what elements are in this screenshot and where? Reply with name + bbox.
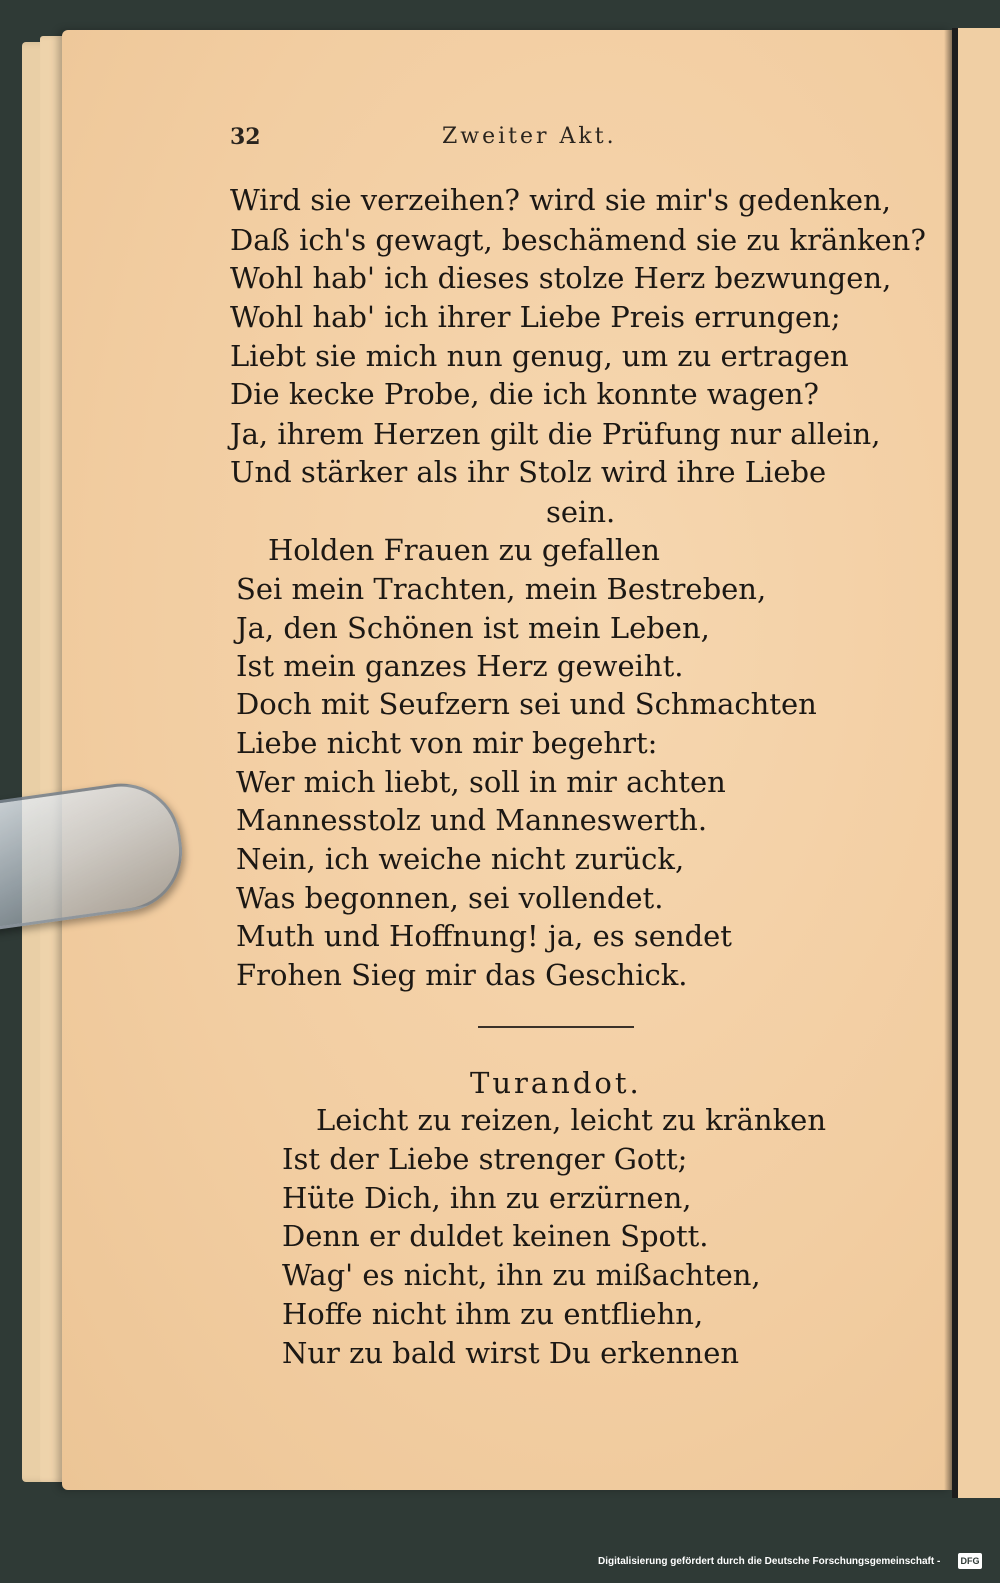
verse-line: Ist der Liebe strenger Gott; [282, 1142, 688, 1176]
verse-line: Holden Frauen zu gefallen [268, 533, 660, 567]
verse-line: Wohl hab' ich dieses stolze Herz bezwungen, [230, 261, 892, 295]
speaker-name: Turandot. [470, 1066, 642, 1100]
verse-line: Doch mit Seufzern sei und Schmachten [236, 687, 817, 721]
verse-line: sein. [546, 495, 616, 529]
verse-line: Liebe nicht von mir begehrt: [236, 726, 658, 760]
verse-line: Die kecke Probe, die ich konnte wagen? [230, 377, 819, 411]
verse-line: Denn er duldet keinen Spott. [282, 1219, 709, 1253]
verse-line: Wag' es nicht, ihn zu mißachten, [282, 1258, 761, 1292]
verse-line: Daß ich's gewagt, beschämend sie zu kränken? [230, 223, 926, 257]
verse-line: Leicht zu reizen, leicht zu kränken [316, 1103, 827, 1137]
page-number: 32 [230, 124, 261, 150]
verse-line: Hoffe nicht ihm zu entfliehn, [282, 1297, 704, 1331]
running-head: Zweiter Akt. [442, 124, 617, 149]
verse-line: Hüte Dich, ihn zu erzürnen, [282, 1181, 692, 1215]
verse-line: Wird sie verzeihen? wird sie mir's gedenken, [230, 183, 891, 217]
verse-line: Ja, ihrem Herzen gilt die Prüfung nur allein, [230, 417, 881, 451]
verse-line: Wohl hab' ich ihrer Liebe Preis errungen; [230, 300, 841, 334]
section-divider [478, 1026, 634, 1028]
verse-line: Liebt sie mich nun genug, um zu ertragen [230, 339, 849, 373]
verse-line: Muth und Hoffnung! ja, es sendet [236, 919, 732, 953]
verse-line: Ist mein ganzes Herz geweiht. [236, 649, 684, 683]
verse-line: Wer mich liebt, soll in mir achten [236, 765, 726, 799]
facing-page-edge [952, 28, 1000, 1498]
verse-line: Ja, den Schönen ist mein Leben, [236, 611, 710, 645]
verse-line: Nur zu bald wirst Du erkennen [282, 1336, 740, 1370]
verse-line: Sei mein Trachten, mein Bestreben, [236, 572, 767, 606]
digitization-credit: Digitalisierung gefördert durch die Deutsche Forschungsgemeinschaft - [598, 1556, 941, 1567]
verse-line: Und stärker als ihr Stolz wird ihre Liebe [230, 455, 827, 489]
verse-line: Nein, ich weiche nicht zurück, [236, 842, 685, 876]
dfg-logo: DFG [958, 1553, 982, 1569]
verse-line: Mannesstolz und Manneswerth. [236, 803, 708, 837]
verse-line: Frohen Sieg mir das Geschick. [236, 958, 688, 992]
verse-line: Was begonnen, sei vollendet. [236, 881, 664, 915]
